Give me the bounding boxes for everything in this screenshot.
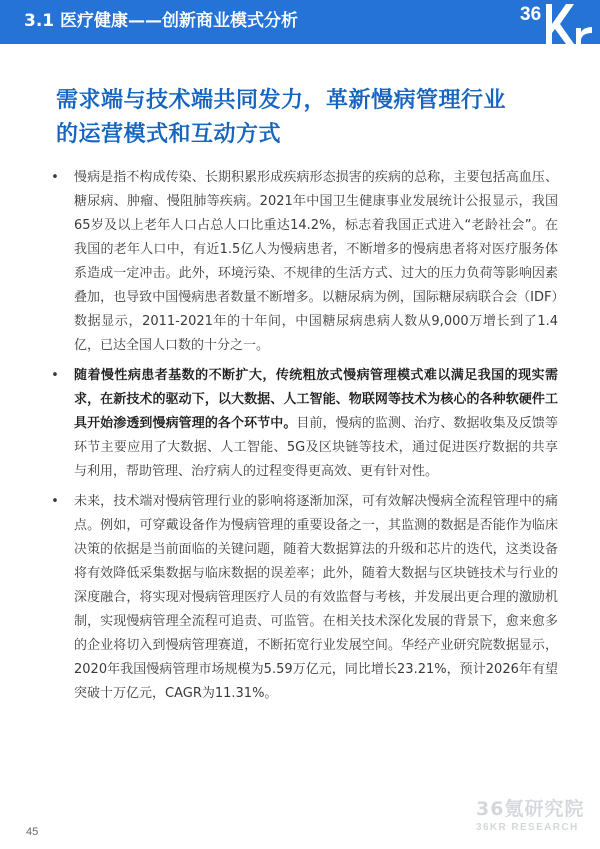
paragraph-future-outlook <box>48 490 558 706</box>
36kr-research-watermark <box>476 800 588 833</box>
svg-text:36: 36 <box>520 4 542 25</box>
watermark-cn: 36氪研究院 <box>476 798 585 820</box>
paragraph-technology-drivers <box>48 364 558 484</box>
watermark-en: 36KR RESEARCH <box>476 822 579 833</box>
paragraph-bold-lead: 随着慢性病患者基数的不断扩大，传统粗放式慢病管理模式难以满足我国的现实需求，在新技术的驱动下，以大数据、人工智能、物联网等技术为核心的各种软硬件工具开始渗透到慢病管理的各个环节中。 <box>74 368 558 431</box>
paragraph-chronic-disease-definition <box>48 166 558 358</box>
page-heading-line-2: 的运营模式和互动方式 <box>56 122 282 147</box>
36kr-logo-icon <box>518 0 594 44</box>
paragraph-text: 慢病是指不构成传染、长期积累形成疾病形态损害的疾病的总称，主要包括高血压、糖尿病、肿瘤、慢阻肺等疾病。2021年中国卫生健康事业发展统计公报显示，我国65岁及以上老年人口占总人口比重达14.2%，标志着我国正式进入“老龄社会”。在我国的老年人口中，有近1.5亿人为慢病患者，不断增多的慢病患者将对医疗服务体系造成一定冲击。此外，环境污染、不规律的生活方式、过大的压力负荷等影响因素叠加，也导致中国慢病患者数量不断增多。以糖尿病为例，国际糖尿病联合会（IDF）数据显示，2011-2021年的十年间，中国糖尿病患病人数从9,000万增长到了1.4亿，已达全国人口数的十分之一。 <box>74 170 558 353</box>
bullet-icon: • <box>51 368 59 383</box>
page-heading <box>56 84 576 152</box>
body-content <box>48 166 558 706</box>
paragraph-text: 未来，技术端对慢病管理行业的影响将逐渐加深，可有效解决慢病全流程管理中的痛点。例如，可穿戴设备作为慢病管理的重要设备之一，其监测的数据是否能作为临床决策的依据是当前面临的关键问题，随着大数据算法的升级和芯片的迭代，这类设备将有效降低采集数据与临床数据的误差率；此外，随着大数据与区块链技术与行业的深度融合，将实现对慢病管理医疗人员的有效监督与考核，并发展出更合理的激励机制，实现慢病管理全流程可追责、可监管。在相关技术深化发展的背景下，愈来愈多的企业将切入到慢病管理赛道，不断拓宽行业发展空间。华经产业研究院数据显示，2020年我国慢病管理市场规模为5.59万亿元，同比增长23.21%，预计2026年有望突破十万亿元，CAGR为11.31%。 <box>74 494 558 701</box>
section-title: 3.1 医疗健康——创新商业模式分析 <box>24 11 299 31</box>
header-bar <box>0 0 600 44</box>
bullet-icon: • <box>51 170 59 185</box>
bullet-icon: • <box>51 494 59 509</box>
page-heading-line-1: 需求端与技术端共同发力，革新慢病管理行业 <box>56 88 507 113</box>
page-number: 45 <box>26 826 39 838</box>
paragraph-text: 目前，慢病的监测、治疗、数据收集及反馈等环节主要应用了大数据、人工智能、5G及区块链等技术，通过促进医疗数据的共享与利用，帮助管理、治疗病人的过程变得更高效、更有针对性。 <box>74 416 558 479</box>
